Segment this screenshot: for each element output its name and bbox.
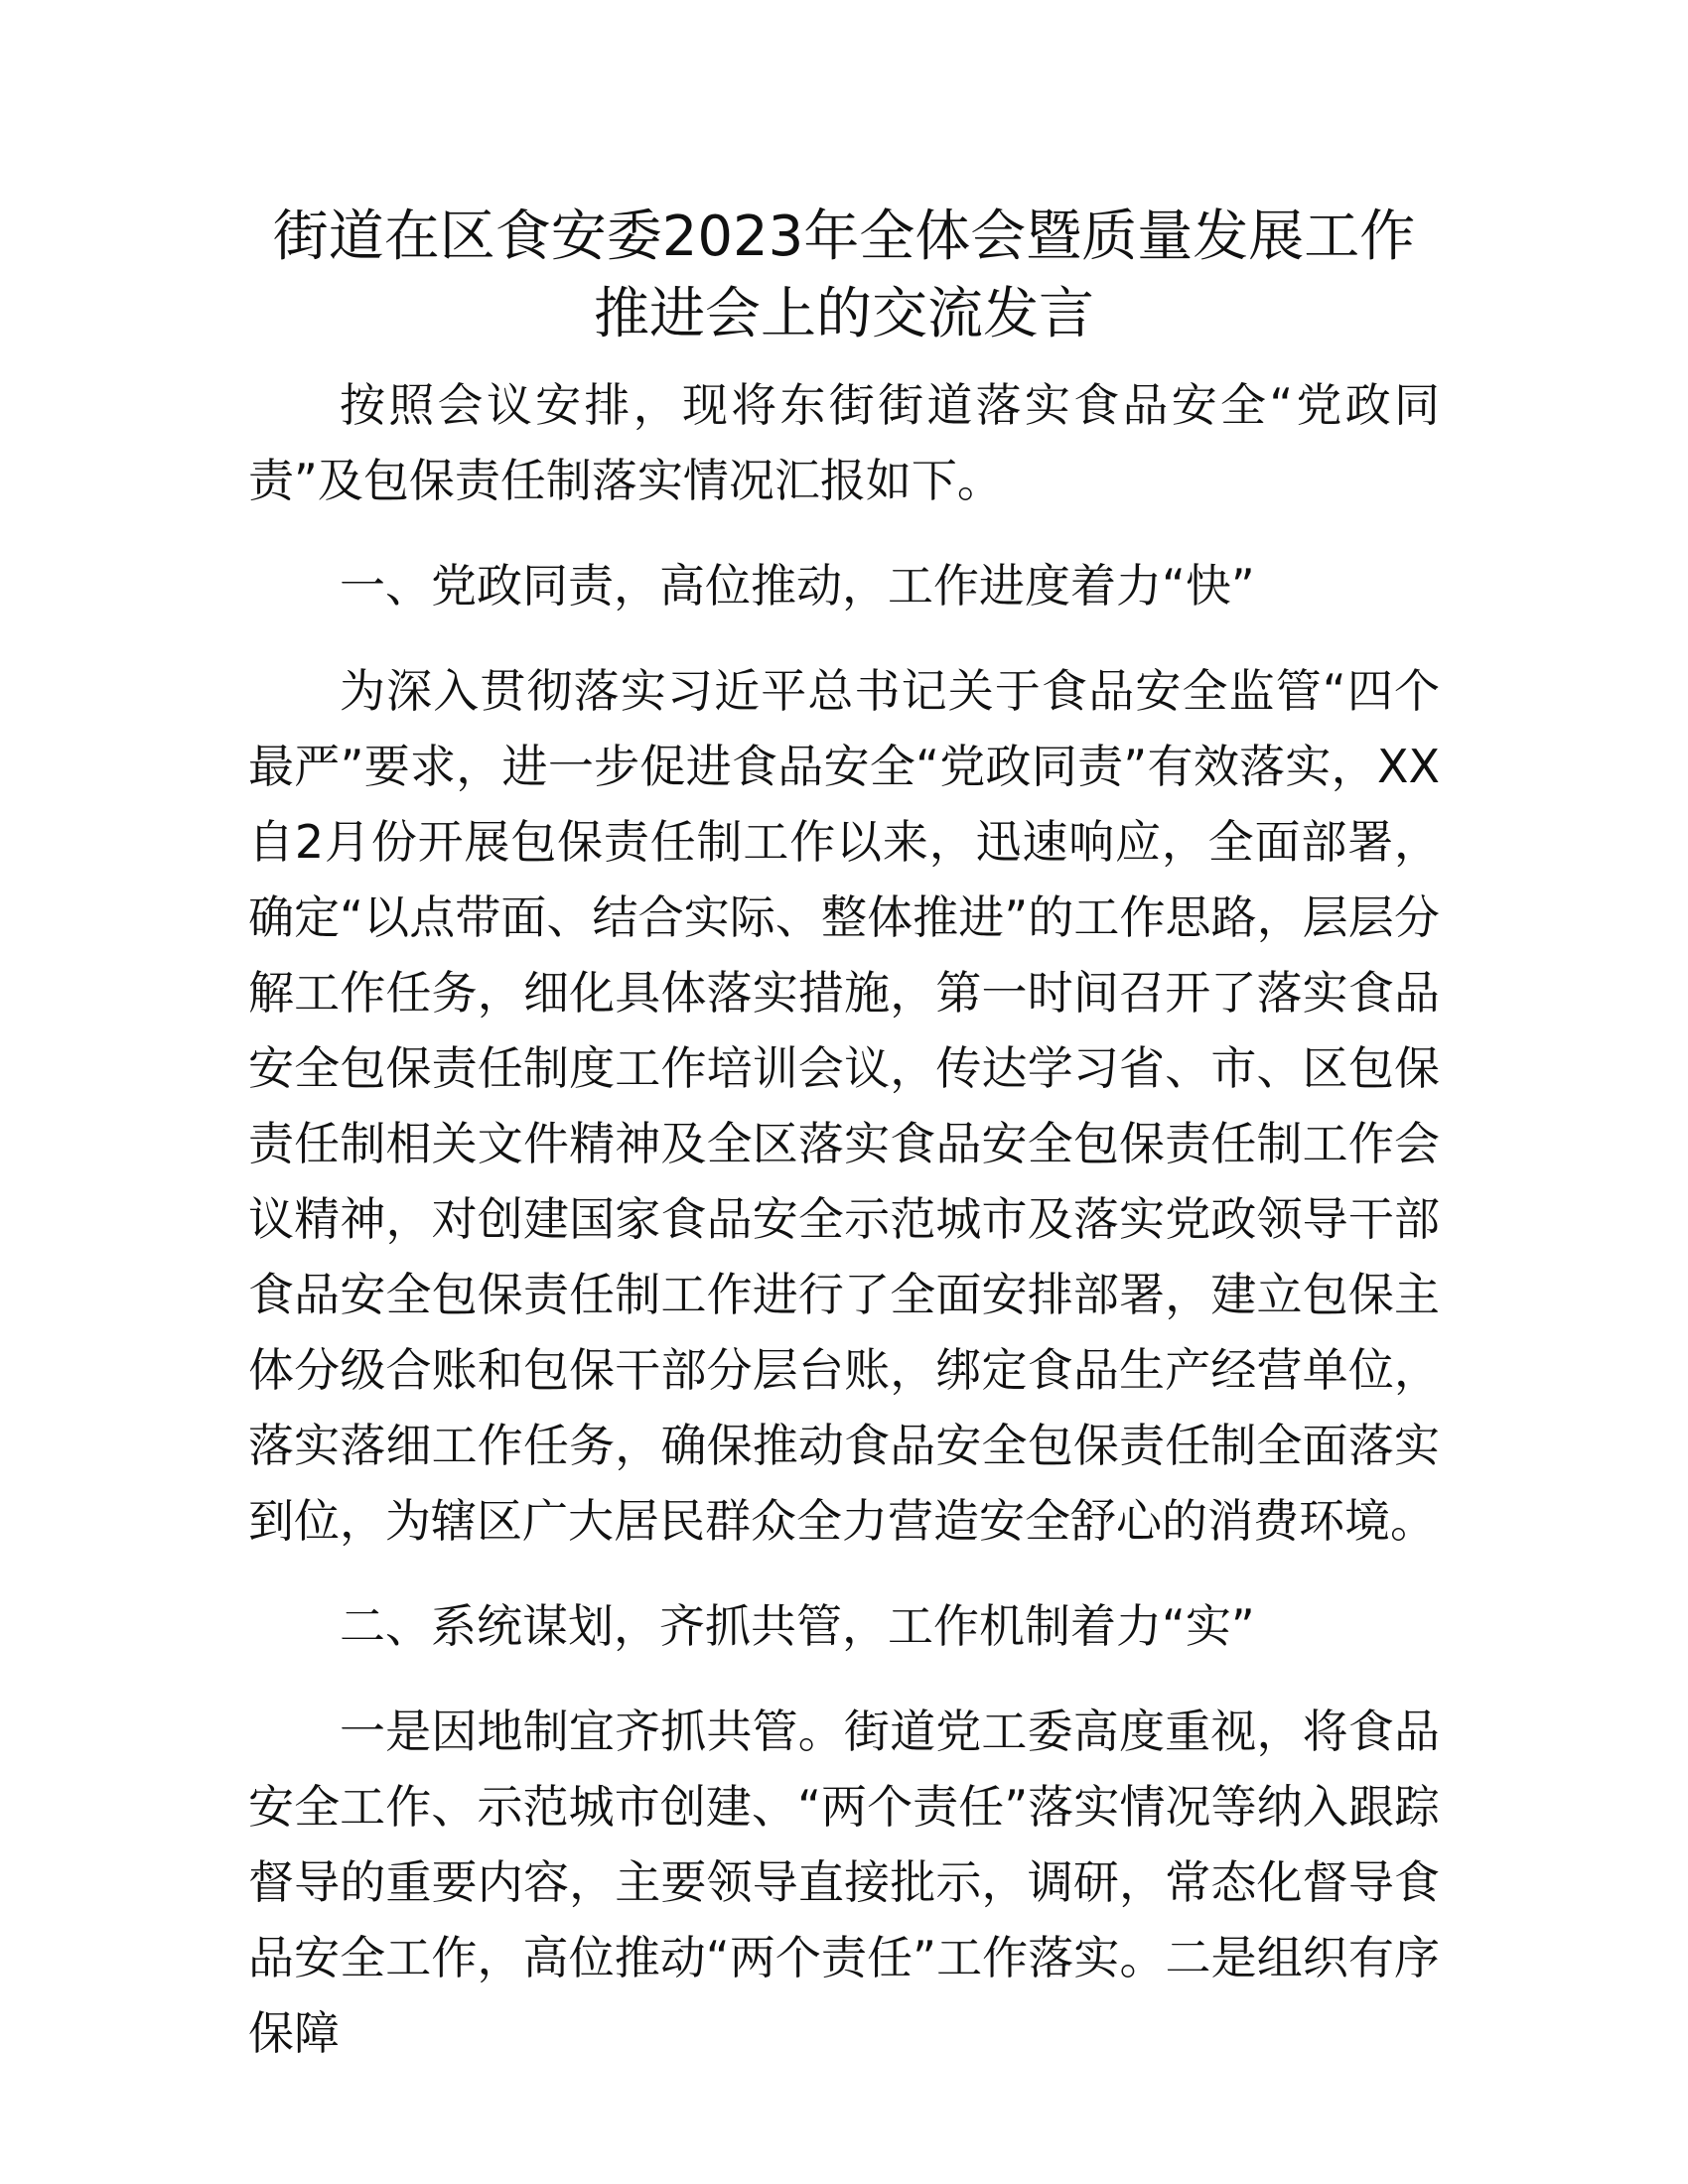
document-title — [248, 199, 1440, 353]
intro-paragraph: 按照会议安排，现将东街街道落实食品安全“党政同责”及包保责任制落实情况汇报如下。 — [248, 378, 1440, 507]
section-heading-2: 二、系统谋划，齐抓共管，工作机制着力“实” — [340, 1599, 1255, 1653]
section-2-paragraph: 一是因地制宜齐抓共管。街道党工委高度重视，将食品安全工作、示范城市创建、“两个责任”落实情况等纳入跟踪督导的重要内容，主要领导直接批示，调研，常态化督导食品安全工作，高位推动“两个责任”工作落实。二是组织有序保障 — [248, 1705, 1440, 2060]
title-line-2: 推进会上的交流发言 — [594, 282, 1094, 346]
document-body — [248, 0, 1440, 2101]
section-1-paragraph: 为深入贯彻落实习近平总书记关于食品安全监管“四个最严”要求，进一步促进食品安全“党政同责”有效落实，XX自2月份开展包保责任制工作以来，迅速响应，全面部署，确定“以点带面、结合实际、整体推进”的工作思路，层层分解工作任务，细化具体落实措施，第一时间召开了落实食品安全包保责任制度工作培训会议，传达学习省、市、区包保责任制相关文件精神及全区落实食品安全包保责任制工作会议精神，对创建国家食品安全示范城市及落实党政领导干部食品安全包保责任制工作进行了全面安排部署，建立包保主体分级合账和包保干部分层台账，绑定食品生产经营单位，落实落细工作任务，确保推动食品安全包保责任制全面落实到位，为辖区广大居民群众全力营造安全舒心的消费环境。 — [248, 664, 1440, 1548]
title-line-1: 街道在区食安委2023年全体会暨质量发展工作 — [272, 205, 1416, 269]
section-heading-1: 一、党政同责，高位推动，工作进度着力“快” — [340, 559, 1255, 613]
